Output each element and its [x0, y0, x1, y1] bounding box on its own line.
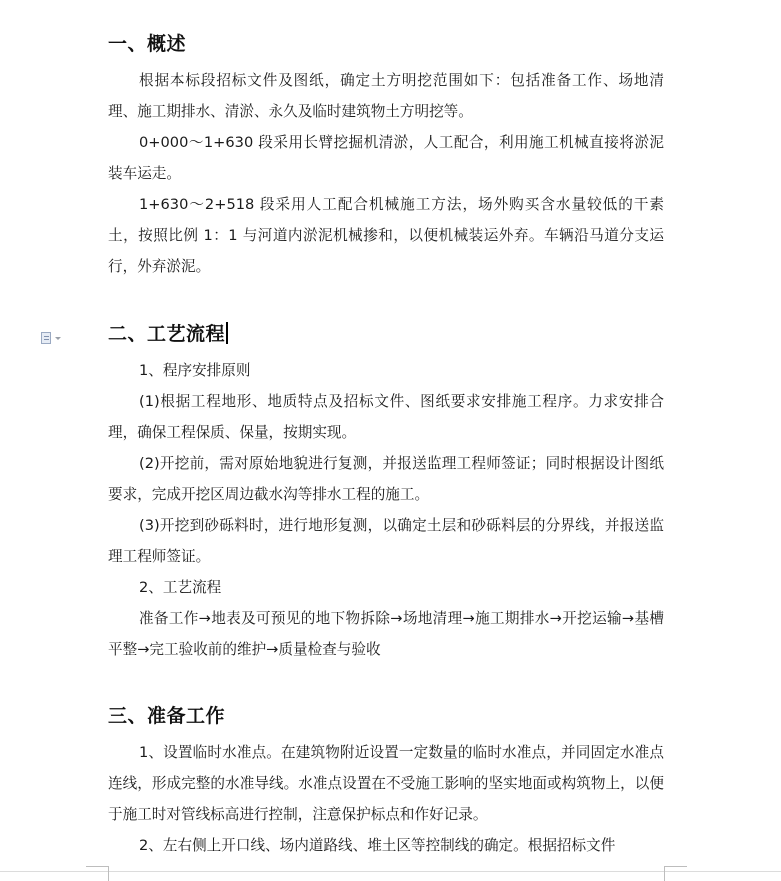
page-icon: [41, 332, 51, 344]
text-cursor: [226, 322, 228, 344]
paragraph: 根据本标段招标文件及图纸，确定土方明挖范围如下：包括准备工作、场地清理、施工期排水、清淤、永久及临时建筑物土方明挖等。: [108, 72, 664, 120]
section-heading-text: 二、工艺流程: [108, 323, 226, 345]
paragraph: 准备工作→地表及可预见的地下物拆除→场地清理→施工期排水→开挖运输→基槽平整→完工验收前的维护→质量检查与验收: [108, 610, 664, 658]
paragraph: 1+630～2+518 段采用人工配合机械施工方法，场外购买含水量较低的干素土，按照比例 1：1 与河道内淤泥机械掺和，以便机械装运外弃。车辆沿马道分支运行，外弃淤泥。: [108, 196, 664, 275]
section-heading-overview: 一、概述: [108, 33, 187, 55]
paragraph: 1、程序安排原则: [139, 362, 251, 379]
chevron-down-icon: [55, 337, 61, 340]
paragraph: 2、工艺流程: [139, 579, 222, 596]
document-body[interactable]: [108, 28, 664, 861]
paragraph: (2)开挖前，需对原始地貌进行复测，并报送监理工程师签证；同时根据设计图纸要求，完成开挖区周边截水沟等排水工程的施工。: [108, 455, 664, 503]
paragraph: 2、左右侧上开口线、场内道路线、堆土区等控制线的确定。根据招标文件: [139, 837, 616, 854]
margin-corner-mark-right: [664, 866, 687, 881]
section-heading-preparation: 三、准备工作: [108, 705, 226, 727]
margin-corner-mark-left: [86, 866, 109, 881]
document-options-icon[interactable]: [41, 330, 67, 346]
section-heading-process: [108, 318, 664, 350]
paragraph: 0+000～1+630 段采用长臂挖掘机清淤，人工配合，利用施工机械直接将淤泥装车运走。: [108, 134, 664, 182]
paragraph: (3)开挖到砂砾料时，进行地形复测，以确定土层和砂砾料层的分界线，并报送监理工程师签证。: [108, 517, 664, 565]
paragraph: 1、设置临时水准点。在建筑物附近设置一定数量的临时水准点，并同固定水准点连线，形成完整的水准导线。水准点设置在不受施工影响的坚实地面或构筑物上，以便于施工时对管线标高进行控制，注意保护标点和作好记录。: [108, 744, 664, 823]
paragraph: (1)根据工程地形、地质特点及招标文件、图纸要求安排施工程序。力求安排合理，确保工程保质、保量，按期实现。: [108, 393, 664, 441]
